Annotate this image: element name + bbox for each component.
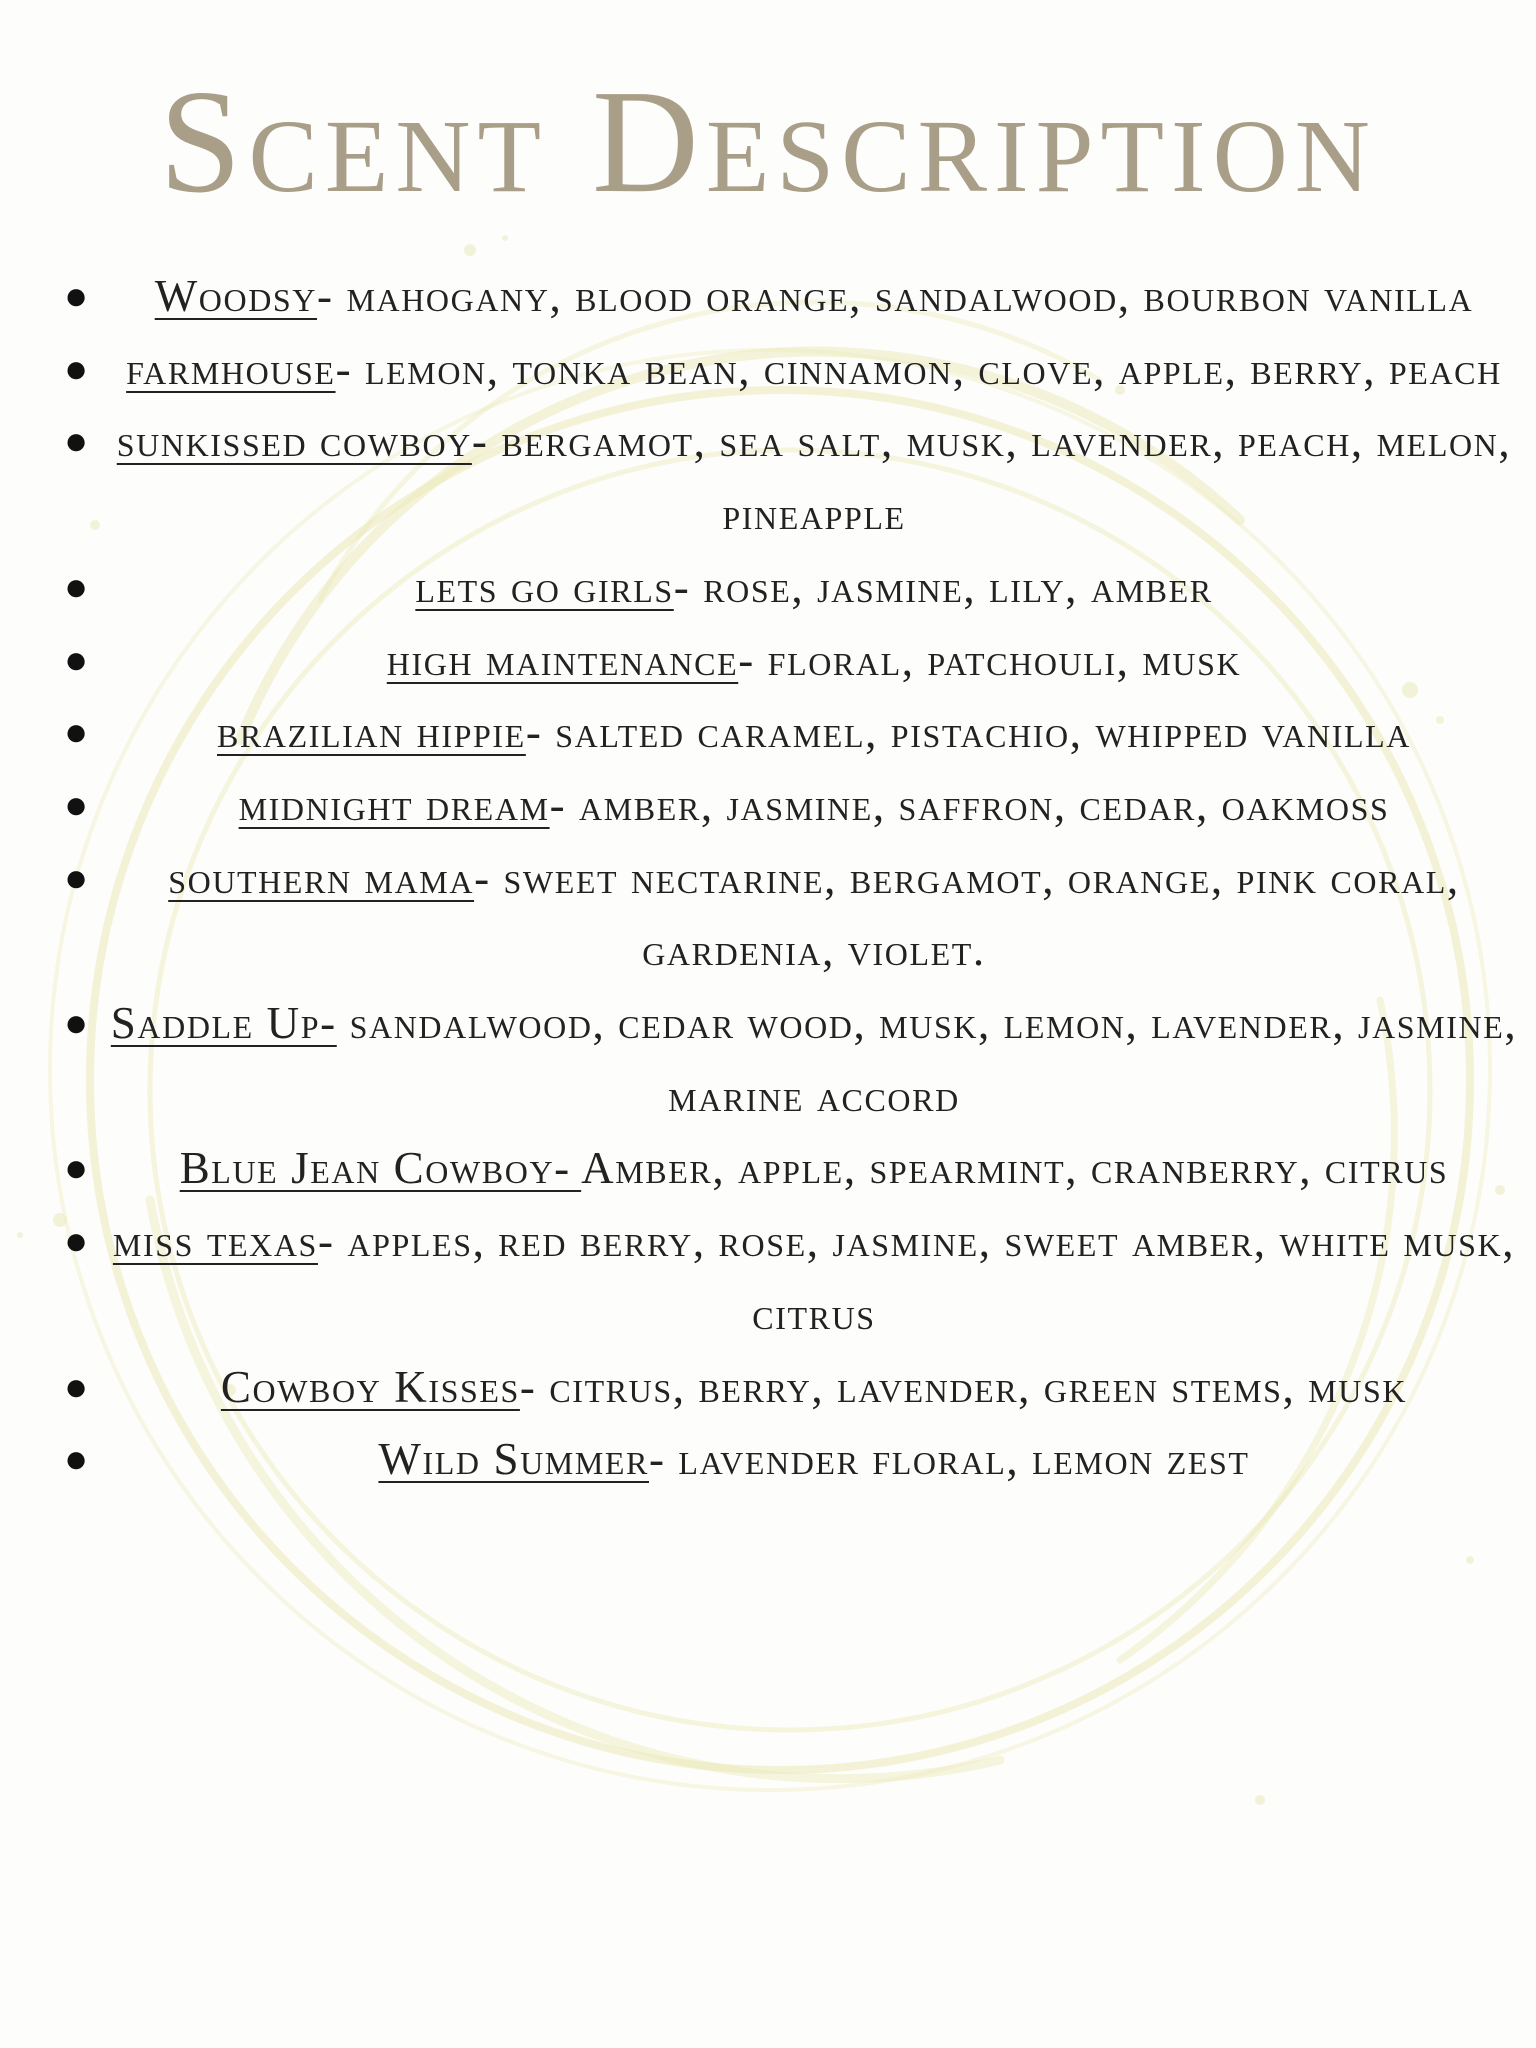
bullet-icon: ● (64, 345, 90, 391)
scent-notes: sweet nectarine, bergamot, orange, pink coral, gardenia, violet. (490, 852, 1460, 976)
list-item (50, 624, 1520, 697)
bullet-icon: ● (64, 1363, 90, 1409)
list-item (50, 1351, 1520, 1424)
scent-name: miss texas (112, 1216, 318, 1267)
scent-notes: sandalwood, cedar wood, musk, lemon, lavender, jasmine, marine accord (336, 998, 1518, 1121)
bullet-icon: ● (64, 781, 90, 827)
scent-notes: rose, jasmine, lily, amber (690, 561, 1213, 612)
list-item (50, 333, 1520, 406)
list-item (50, 987, 1520, 1132)
bullet-icon: ● (64, 1000, 90, 1046)
bullet-icon: ● (64, 854, 90, 900)
scent-name: Saddle Up- (110, 998, 337, 1049)
scent-notes: floral, patchouli, musk (754, 634, 1242, 685)
scent-notes: lavender floral, lemon zest (665, 1434, 1250, 1485)
list-item (50, 1423, 1520, 1496)
scent-notes: apples, red berry, rose, jasmine, sweet amber, white musk, citrus (334, 1216, 1516, 1339)
scent-notes: lemon, tonka bean, cinnamon, clove, apple, berry, peach (352, 343, 1502, 394)
scent-name: Wild Summer (378, 1434, 649, 1485)
scent-name: midnight dream (238, 779, 550, 830)
list-item (50, 551, 1520, 624)
scent-separator: - (335, 343, 353, 394)
scent-notes: Amber, apple, spearmint, cranberry, citrus (581, 1143, 1449, 1194)
page-title: Scent Description (159, 60, 1377, 224)
scent-notes: bergamot, sea salt, musk, lavender, peach, melon, pineapple (488, 416, 1512, 540)
bullet-icon: ● (64, 709, 90, 755)
scent-name: farmhouse (126, 343, 336, 394)
scent-separator: - (549, 779, 567, 830)
scent-name: Cowboy Kisses (220, 1361, 520, 1412)
bullet-icon: ● (64, 563, 90, 609)
bullet-icon: ● (64, 1218, 90, 1264)
scent-separator: - (738, 634, 755, 685)
scent-name: sunkissed cowboy (116, 416, 472, 467)
scent-separator: - (519, 1361, 537, 1412)
scent-notes: citrus, berry, lavender, green stems, musk (536, 1361, 1408, 1412)
scent-separator: - (317, 271, 334, 321)
scent-notes: mahogany, blood orange, sandalwood, bourbon vanilla (333, 271, 1474, 321)
list-item (50, 769, 1520, 842)
scent-name: brazilian hippie (216, 707, 526, 758)
scent-name: Woodsy (154, 271, 318, 321)
list-item (50, 1132, 1520, 1205)
list-item (50, 696, 1520, 769)
scent-name: high maintenance (386, 634, 739, 685)
list-item (50, 1205, 1520, 1350)
bullet-icon: ● (64, 1145, 90, 1191)
bullet-icon: ● (64, 418, 90, 464)
scent-name: Blue Jean Cowboy- (179, 1143, 582, 1194)
scent-separator: - (471, 416, 489, 467)
scent-notes: salted caramel, pistachio, whipped vanilla (542, 707, 1411, 758)
bullet-icon: ● (64, 636, 90, 682)
list-item (50, 842, 1520, 987)
scent-separator: - (648, 1434, 666, 1485)
scent-name: southern mama (168, 852, 475, 903)
list-item (50, 260, 1520, 333)
scent-separator: - (525, 707, 543, 758)
scent-separator: - (474, 852, 491, 903)
scent-list (50, 260, 1520, 1496)
scent-name: lets go girls (415, 561, 674, 612)
scent-separator: - (317, 1216, 335, 1267)
bullet-icon: ● (64, 273, 90, 318)
scent-separator: - (673, 561, 691, 612)
scent-notes: amber, jasmine, saffron, cedar, oakmoss (566, 779, 1390, 830)
bullet-icon: ● (64, 1436, 90, 1482)
list-item (50, 405, 1520, 550)
